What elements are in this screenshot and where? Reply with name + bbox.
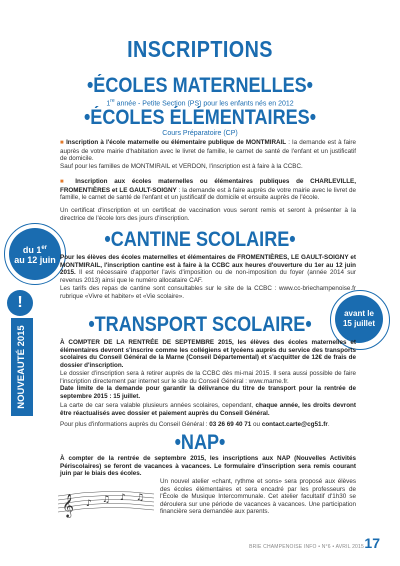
elementaires-p2-text: : la demande est à faire auprès de votre mairie avec le livret de famille, le carnet de santé de l'enfant et un justificatif de domicile et ensuite auprès de l'école.: [60, 186, 356, 202]
cantine-paragraph-2: Les tarifs des repas de cantine sont consultables sur le site de la CCBC : www.cc-briechampenoise.fr rubrique «Vivre et habiter» et «Vie scolaire».: [60, 285, 356, 300]
maternelles-heading: •ÉCOLES MATERNELLES•: [86, 74, 314, 97]
transport-p2-bold: Date limite de la demande pour garantir la délivrance du titre de transport pour la rentrée de septembre 2015 : 15 juillet.: [60, 385, 356, 400]
transport-paragraph-3: [60, 402, 356, 417]
maternelles-sub-text: année - Petite Section (PS) pour les enfants nés en 2012: [114, 100, 294, 108]
music-staff-illustration: [56, 482, 156, 520]
transport-p4-mid: ou: [251, 421, 262, 428]
elementaires-p1-line2: Sauf pour les familles de MONTMIRAIL et VERDON, l'inscription est à faire à la CCBC.: [60, 162, 303, 170]
footer-text: BRIE CHAMPENOISE INFO • N°6 • AVRIL 2015: [249, 544, 364, 550]
cantine-p1-text: Il est nécessaire d'apporter l'avis d'imposition ou de non-imposition du foyer (année 2014 sur revenus 2013) ainsi que le numéro allocataire CAF.: [60, 269, 356, 284]
music-note-icon: ♪: [120, 493, 126, 503]
transport-p4-end: .: [327, 421, 330, 428]
page-number: 17: [364, 535, 380, 551]
transport-paragraph-1: [60, 339, 356, 369]
transport-p1-bold: À COMPTER DE LA RENTRÉE DE SEPTEMBRE 2015, les élèves des écoles maternelles et élémentaires devront s'inscrire comme les collégiens et lycéens auprès du service des transports scolaires du Conseil Général de la Marne (Conseil Départemental) et s'acquitter de 12€ de frais de dossier d'inscription.: [60, 339, 356, 369]
page-title: INSCRIPTIONS: [127, 36, 273, 62]
elementaires-p1-bold: Inscription à l'école maternelle ou élémentaire publique de MONTMIRAIL: [66, 139, 287, 146]
elementaires-paragraph-3: Un certificat d'inscription et un certificat de vaccination vous seront remis et seront à présenter à la directrice de l'école lors des jours d'inscription.: [60, 207, 356, 222]
cantine-bubble-sup: er: [41, 245, 48, 251]
cantine-heading: •CANTINE SCOLAIRE•: [104, 228, 296, 251]
music-note-icon: ♫: [136, 493, 145, 503]
bullet-square-icon: ■: [60, 140, 67, 146]
elementaires-p1-text: : la demande est à faire auprès de votre mairie d'habitation avec le livret de famille, le carnet de santé de l'enfant et un justificatif de domicile.: [60, 139, 357, 163]
transport-p4-text: Pour plus d'informations auprès du Conseil Général :: [60, 421, 210, 428]
cantine-paragraph-1: [60, 254, 356, 284]
bullet-square-icon: ■: [60, 179, 76, 185]
cantine-bubble-line2: au 12 juin: [14, 255, 56, 265]
music-note-icon: ♪: [86, 499, 92, 509]
transport-p2-text: Le dossier d'inscription sera à retirer auprès de la CCBC dès mi-mai 2015. Il sera aussi possible de faire l'inscription directement par internet sur le site du Conseil Général : www.marne.fr.: [60, 370, 356, 385]
transport-bubble-line1: avant le: [344, 309, 374, 318]
cantine-p1-bold: Pour les élèves des écoles maternelles et élémentaires de FROMENTIÈRES, LE GAULT-SOIGNY et MONTMIRAIL, l'inscription cantine est à faire à la CCBC aux heures d'ouverture du 1er au 12 juin 2015.: [60, 254, 356, 277]
music-note-icon: ♫: [102, 495, 111, 505]
nap-paragraph-2: Un nouvel atelier «chant, rythme et sons» sera proposé aux élèves des écoles élémentaires et sera encadré par les professeurs de l'École de Musique Intercommunale. Cet atelier facultatif d'1h30 se déroulera sur une période de vacances à vacances. Une participation financière sera demandée aux parents.: [160, 478, 356, 516]
nap-heading: •NAP•: [174, 431, 226, 454]
transport-phone: 03 26 69 40 71: [209, 421, 252, 428]
treble-clef-icon: 𝄞: [62, 493, 74, 517]
nap-paragraph-1: [60, 455, 356, 478]
transport-email-link[interactable]: contact.carte@cg51.fr: [261, 421, 328, 428]
transport-p3-text: La carte de car sera valable plusieurs années scolaires, cependant,: [60, 402, 256, 409]
elementaires-paragraph-1: [60, 139, 356, 170]
cantine-bubble-text1: du 1: [22, 245, 42, 255]
transport-paragraph-2: [60, 370, 356, 400]
transport-heading: •TRANSPORT SCOLAIRE•: [88, 313, 312, 336]
elementaires-paragraph-2: [60, 178, 356, 202]
nouveaute-ribbon-text: NOUVEAUTÉ 2015: [16, 325, 27, 409]
elementaires-p2-bold: Inscription aux écoles maternelles ou élémentaires publiques de CHARLEVILLE, FROMENTIÈRES et LE GAULT-SOIGNY: [60, 178, 357, 194]
transport-bubble-line2: 15 juillet: [342, 319, 375, 328]
nap-p1-bold: À compter de la rentrée de septembre 2015, les inscriptions aux NAP (Nouvelles Activités Périscolaires) se feront de vacances à vacances. Le formulaire d'inscription sera remis courant juin par le biais des écoles.: [60, 455, 356, 478]
exclamation-icon: !: [7, 290, 33, 316]
elementaires-heading: •ÉCOLES ÉLÉMENTAIRES•: [83, 106, 317, 129]
transport-paragraph-4: [60, 421, 356, 429]
elementaires-subtitle: Cours Préparatoire (CP): [162, 130, 238, 137]
maternelles-sub-sup: re: [110, 98, 115, 104]
maternelles-sub-prefix: 1: [106, 100, 111, 108]
transport-p3-bold: chaque année, les droits devront être réactualisés avec dossier et paiement auprès du Conseil Général.: [60, 402, 356, 417]
